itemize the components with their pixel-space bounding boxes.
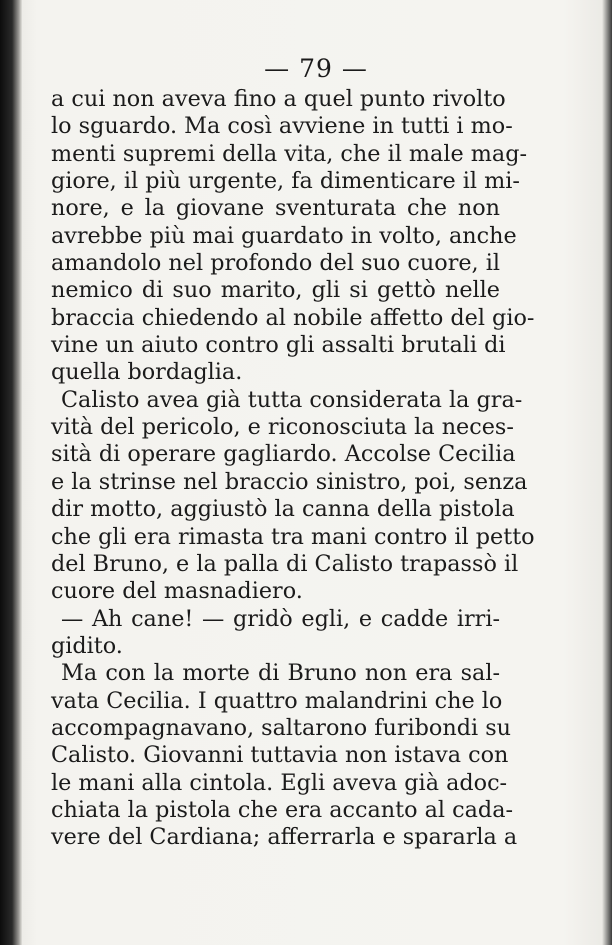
text-line: dir motto, aggiustò la canna della pistola xyxy=(51,496,515,523)
text-line: cuore del masnadiero. xyxy=(51,578,303,605)
text-line: vine un aiuto contro gli assalti brutali di xyxy=(51,332,506,359)
text-line: giore, il più urgente, fa dimenticare il mi- xyxy=(51,168,520,195)
text-line: Calisto. Giovanni tuttavia non istava con xyxy=(51,742,509,769)
text-line: braccia chiedendo al nobile affetto del gio- xyxy=(51,304,535,331)
page-right-edge xyxy=(602,0,612,945)
body-text xyxy=(51,86,535,852)
text-line: accompagnavano, saltarono furibondi su xyxy=(51,714,512,741)
text-line: e la strinse nel braccio sinistro, poi, senza xyxy=(51,468,528,495)
text-line: chiata la pistola che era accanto al cada- xyxy=(51,796,514,823)
text-line: vità del pericolo, e riconosciuta la neces- xyxy=(51,414,514,441)
text-line: avrebbe più mai guardato in volto, anche xyxy=(51,222,517,249)
text-line: lo sguardo. Ma così avviene in tutti i mo- xyxy=(51,113,513,140)
text-line: Ma con la morte di Bruno non era sal- xyxy=(61,660,500,687)
text-line: Calisto avea già tutta considerata la gra- xyxy=(61,386,523,413)
text-line: menti supremi della vita, che il male mag- xyxy=(51,140,528,167)
text-line: — Ah cane! — gridò egli, e cadde irri- xyxy=(61,605,500,632)
text-line: quella bordaglia. xyxy=(51,359,243,386)
text-line: nore, e la giovane sventurata che non xyxy=(51,195,500,222)
text-line: gidito. xyxy=(51,632,123,659)
text-line: amandolo nel profondo del suo cuore, il xyxy=(51,250,500,277)
text-line: vata Cecilia. I quattro malandrini che lo xyxy=(51,687,503,714)
book-binding-edge xyxy=(0,0,22,945)
text-line: vere del Cardiana; afferrarla e spararla a xyxy=(51,824,518,851)
text-line: le mani alla cintola. Egli aveva già adoc- xyxy=(51,769,508,796)
text-line: a cui non aveva fino a quel punto rivolto xyxy=(51,86,506,112)
text-line: sità di operare gagliardo. Accolse Cecilia xyxy=(51,441,516,468)
text-line: del Bruno, e la palla di Calisto trapassò il xyxy=(51,550,519,577)
text-line: nemico di suo marito, gli si gettò nelle xyxy=(51,277,500,304)
text-line: che gli era rimasta tra mani contro il petto xyxy=(51,523,535,550)
page-number: — 79 — xyxy=(264,54,368,83)
